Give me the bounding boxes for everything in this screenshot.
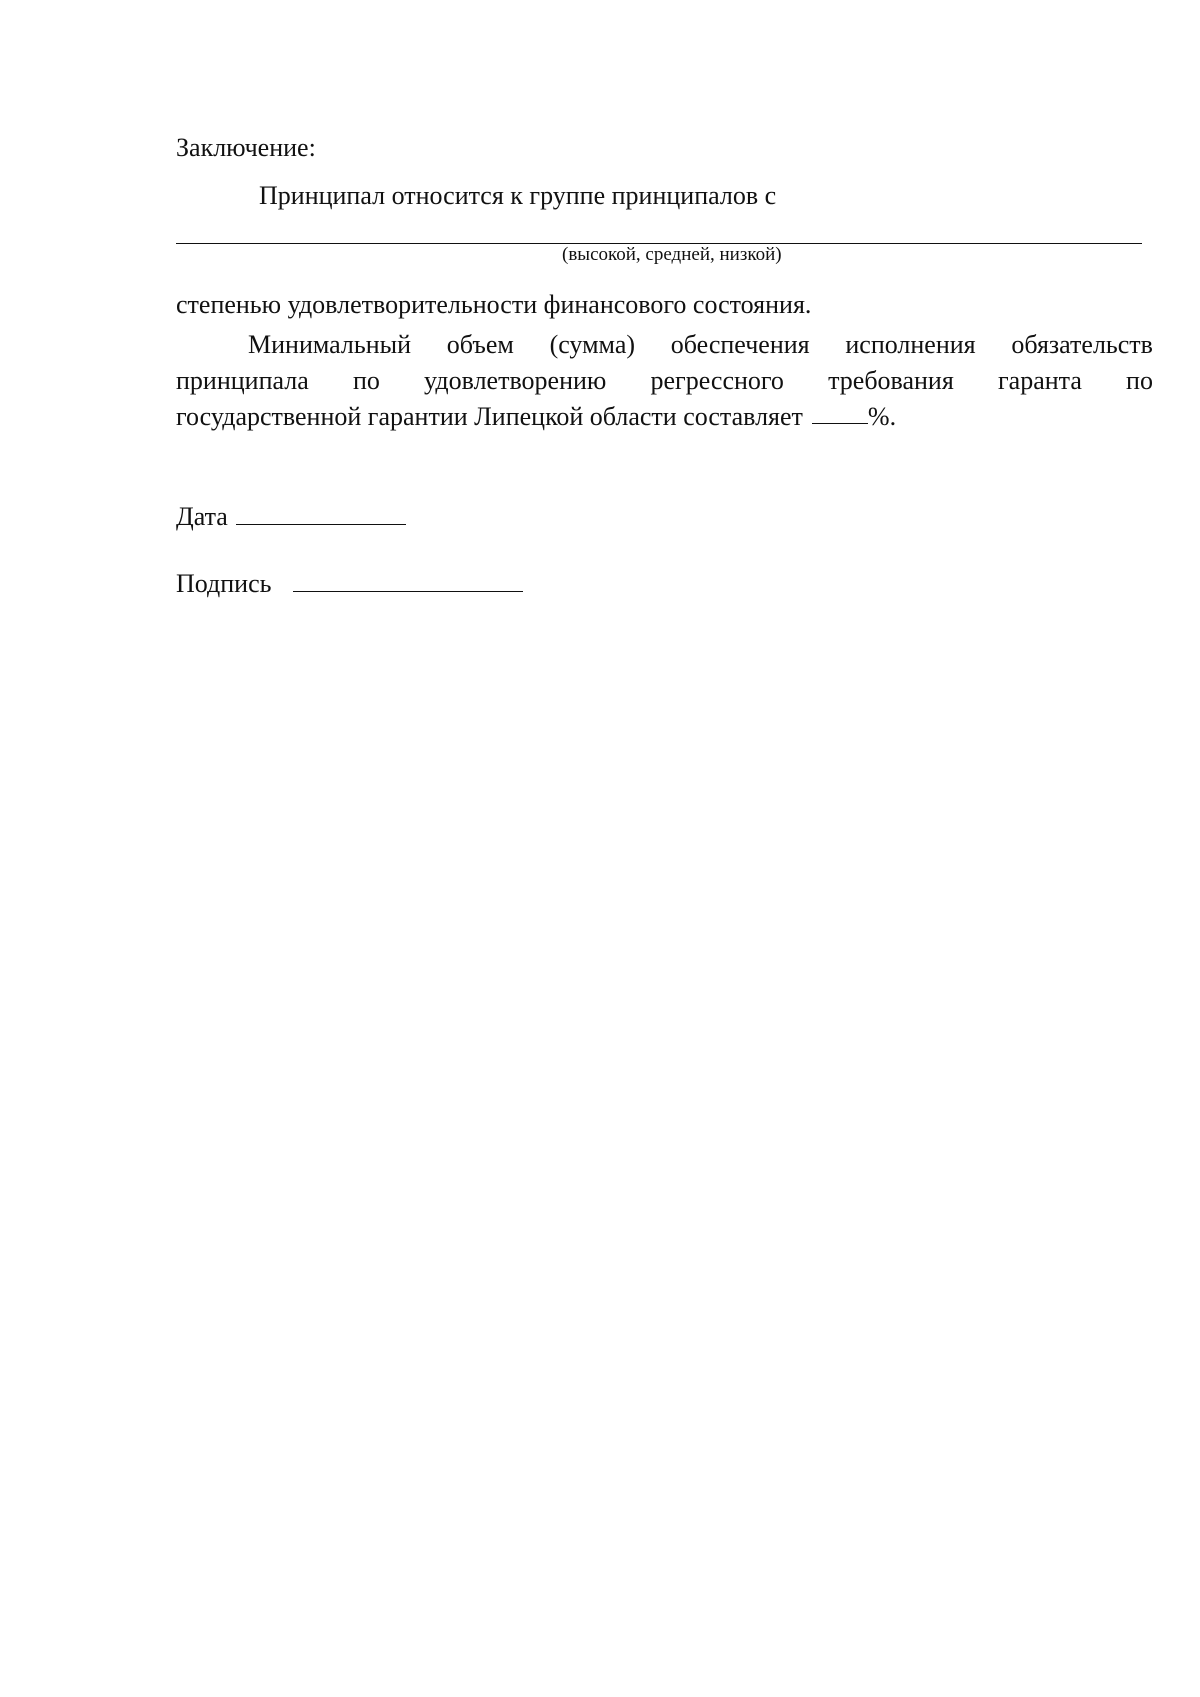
percent-suffix: %.: [867, 402, 897, 431]
signature-blank: [293, 567, 523, 592]
word: гаранта: [997, 366, 1082, 395]
date-blank: [236, 500, 406, 525]
word: обязательств: [1011, 330, 1153, 359]
minimum-collateral-paragraph: [176, 327, 1153, 435]
signature-row: [176, 567, 523, 599]
conclusion-heading: Заключение:: [176, 133, 316, 162]
date-label: Дата: [176, 502, 228, 531]
paragraph-line-3: [176, 399, 1153, 435]
group-level-hint: (высокой, средней, низкой): [562, 244, 782, 265]
principal-group-sentence: Принципал относится к группе принципалов с: [259, 181, 777, 210]
word: принципала: [176, 366, 309, 395]
signature-label: Подпись: [176, 569, 272, 598]
percent-blank: [812, 399, 868, 424]
date-row: [176, 500, 406, 532]
word: требования: [828, 366, 954, 395]
paragraph-line-1: [176, 327, 1153, 363]
word: обеспечения: [670, 330, 810, 359]
word: по: [352, 366, 380, 395]
word: удовлетворению: [424, 366, 607, 395]
word: Минимальный: [248, 330, 412, 359]
word: исполнения: [845, 330, 976, 359]
word: (сумма): [549, 330, 636, 359]
word: объем: [446, 330, 514, 359]
word: регрессного: [650, 366, 784, 395]
financial-state-sentence: степенью удовлетворительности финансового состояния.: [176, 290, 812, 319]
paragraph-line-2: [176, 363, 1153, 399]
paragraph-line-3-text: государственной гарантии Липецкой области составляет: [176, 402, 803, 431]
word: по: [1126, 366, 1153, 395]
